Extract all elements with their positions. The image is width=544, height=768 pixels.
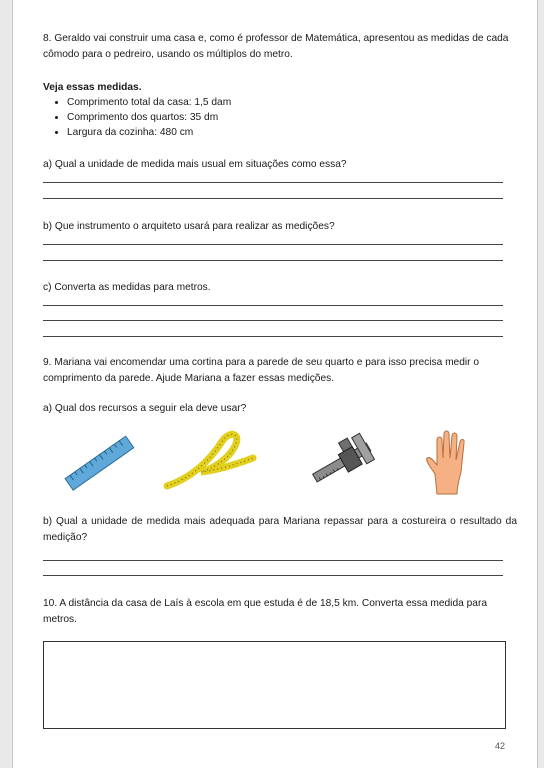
- q9-intro: 9. Mariana vai encomendar uma cortina para a parede de seu quarto e para isso precisa medir o comprimento da parede. Ajude Mariana a fazer essas medições.: [43, 357, 480, 384]
- answer-line[interactable]: [43, 575, 503, 576]
- q8-question-b: b) Que instrumento o arquiteto usará para realizar as medições?: [43, 221, 335, 232]
- answer-line[interactable]: [43, 560, 503, 561]
- q8-measures-title: Veja essas medidas.: [43, 82, 142, 93]
- q10-text: 10. A distância da casa de Laís à escola em que estuda é de 18,5 km. Converta essa medida para metros.: [43, 598, 488, 625]
- answer-line[interactable]: [43, 305, 503, 306]
- q8-measures-list: [43, 95, 541, 140]
- q9-question-b: b) Qual a unidade de medida mais adequada para Mariana repassar para a costureira o resultado da medição?: [43, 516, 517, 543]
- tape-measure-icon[interactable]: [161, 428, 259, 494]
- q8-intro: 8. Geraldo vai construir uma casa e, como é professor de Matemática, apresentou as medidas de cada cômodo para o pedreiro, usando os múltiplos do metro.: [43, 33, 509, 60]
- answer-box[interactable]: [43, 641, 506, 729]
- answer-line[interactable]: [43, 336, 503, 337]
- worksheet-page: [12, 0, 538, 768]
- q8-measure-item: • Largura da cozinha: 480 cm: [67, 125, 541, 140]
- q9-question-a: a) Qual dos recursos a seguir ela deve usar?: [43, 403, 247, 414]
- q8-question-c: c) Converta as medidas para metros.: [43, 282, 211, 293]
- page-number: 42: [494, 741, 505, 751]
- caliper-icon[interactable]: [305, 432, 379, 494]
- answer-line[interactable]: [43, 320, 503, 321]
- answer-line[interactable]: [43, 260, 503, 261]
- hand-icon[interactable]: [423, 428, 475, 496]
- answer-line[interactable]: [43, 244, 503, 245]
- q8-question-a: a) Qual a unidade de medida mais usual em situações como essa?: [43, 159, 347, 170]
- ruler-icon[interactable]: [61, 432, 139, 496]
- answer-line[interactable]: [43, 182, 503, 183]
- answer-line[interactable]: [43, 198, 503, 199]
- q8-measure-item: • Comprimento dos quartos: 35 dm: [67, 110, 541, 125]
- q8-measure-item: • Comprimento total da casa: 1,5 dam: [67, 95, 541, 110]
